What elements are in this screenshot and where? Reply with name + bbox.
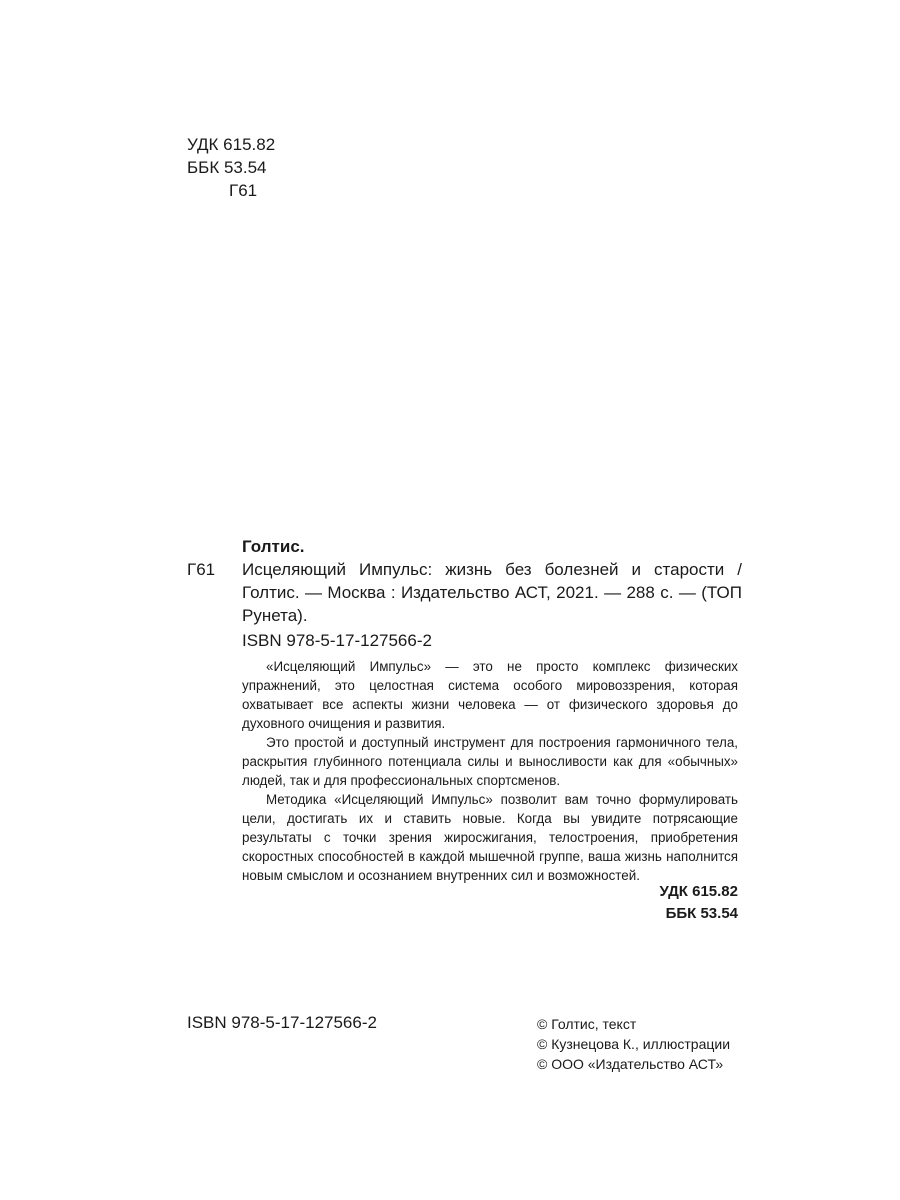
bbk-code: ББК 53.54 xyxy=(187,158,267,177)
copyright-block xyxy=(537,1014,730,1074)
annotation xyxy=(242,657,738,885)
classification-codes-top xyxy=(187,133,275,202)
classification-codes-bottom xyxy=(560,881,738,925)
bbk-code: ББК 53.54 xyxy=(665,905,738,922)
author-heading: Голтис. xyxy=(242,537,305,556)
footer-isbn: ISBN 978-5-17-127566-2 xyxy=(187,1013,377,1032)
annotation-paragraph: Это простой и доступный инструмент для построения гармоничного тела, раскрытия глубинного потенциала силы и выносливости как для «обычных» людей, так и для профессиональных спортсменов. xyxy=(242,735,738,788)
annotation-paragraph: «Исцеляющий Импульс» — это не просто комплекс физических упражнений, это целостная система особого мировоззрения, которая охватывает все аспекты жизни человека — от физического здоровья до духовного очищения и развития. xyxy=(242,659,738,731)
cutter-code: Г61 xyxy=(229,181,258,200)
copyright-line: © ООО «Издательство АСТ» xyxy=(537,1056,724,1072)
record-isbn: ISBN 978-5-17-127566-2 xyxy=(242,631,432,650)
record-cutter-code: Г61 xyxy=(187,560,216,579)
udk-code: УДК 615.82 xyxy=(187,135,276,154)
annotation-paragraph: Методика «Исцеляющий Импульс» позволит вам точно формулировать цели, достигать их и ставить новые. Когда вы увидите потрясающие результаты с точки зрения жиросжигания, телостроения, приобретения скоростных способностей в каждой мышечной группе, ваша жизнь наполнится новым смыслом и осознанием внутренних сил и возможностей. xyxy=(242,792,738,883)
copyright-line: © Голтис, текст xyxy=(537,1016,637,1032)
udk-code: УДК 615.82 xyxy=(659,883,738,900)
copyright-line: © Кузнецова К., иллюстрации xyxy=(537,1036,731,1052)
bibliographic-description: Исцеляющий Импульс: жизнь без болезней и старости / Голтис. — Москва : Издательство АСТ, 2021. — 288 с. — (ТОП Рунета). xyxy=(242,560,742,625)
